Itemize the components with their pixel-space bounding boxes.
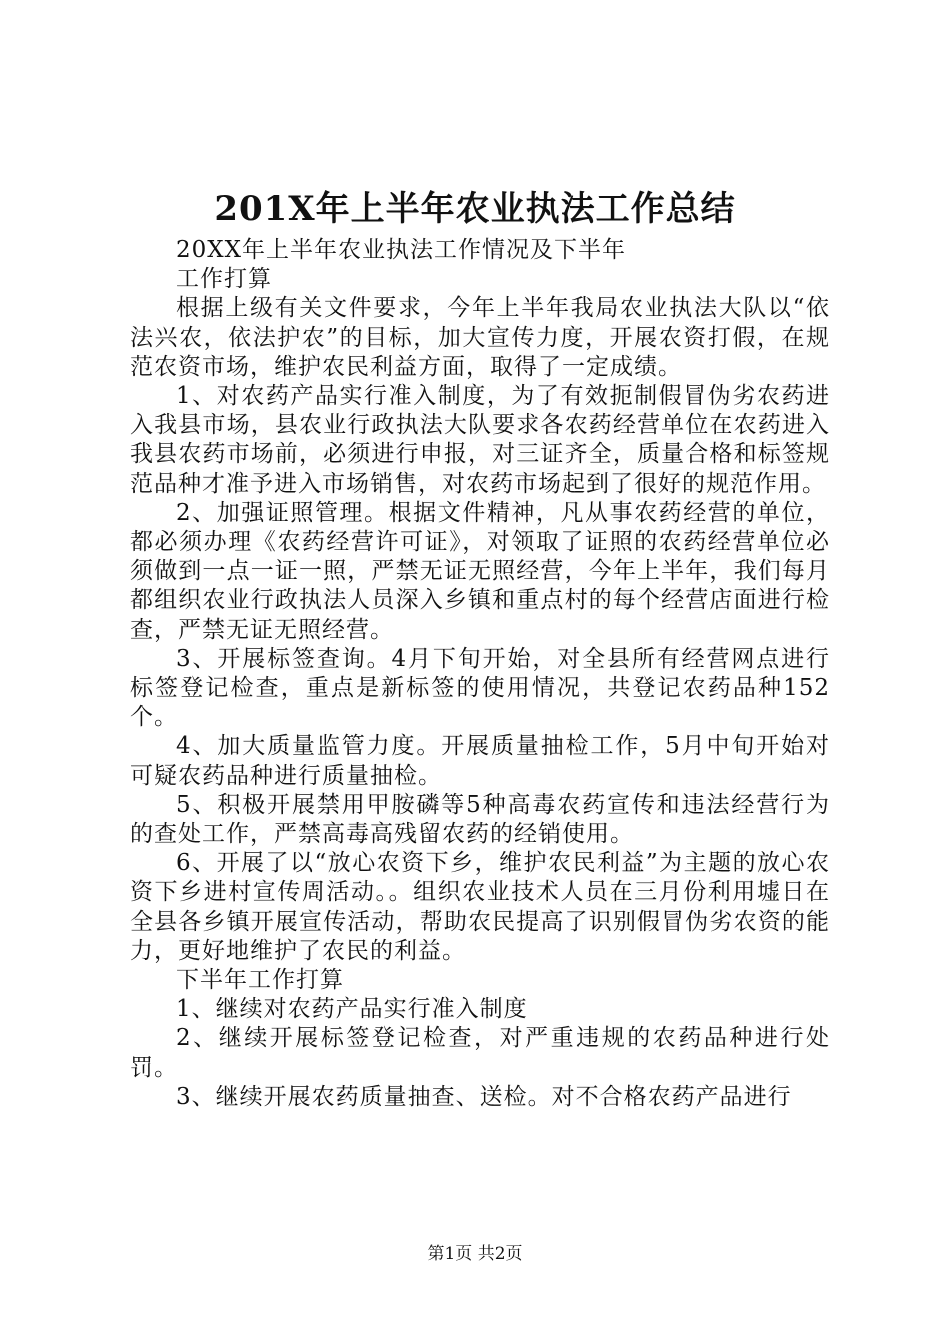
paragraph: 2、加强证照管理。根据文件精神，凡从事农药经营的单位，都必须办理《农药经营许可证》，对领取了证照的农药经营单位必须做到一点一证一照，严禁无证无照经营，今年上半年，我们每月都组织农业行政执法人员深入乡镇和重点村的每个经营店面进行检查，严禁无证无照经营。 [130,499,830,643]
paragraph: 3、开展标签查询。4月下旬开始，对全县所有经营网点进行标签登记检查，重点是新标签的使用情况，共登记农药品种152个。 [130,645,830,731]
paragraph: 6、开展了以“放心农资下乡，维护农民利益”为主题的放心农资下乡进村宣传周活动。。组织农业技术人员在三月份利用墟日在全县各乡镇开展宣传活动，帮助农民提高了识别假冒伪劣农资的能力，更好地维护了农民的利益。 [130,850,830,964]
paragraph: 5、积极开展禁用甲胺磷等5种高毒农药宣传和违法经营行为的查处工作，严禁高毒高残留农药的经销使用。 [130,791,830,848]
paragraph: 3、继续开展农药质量抽查、送检。对不合格农药产品进行 [176,1083,792,1110]
paragraph: 4、加大质量监管力度。开展质量抽检工作，5月中旬开始对可疑农药品种进行质量抽检。 [130,733,830,789]
paragraph: 根据上级有关文件要求，今年上半年我局农业执法大队以“依法兴农，依法护农”的目标，加大宣传力度，开展农资打假，在规范农资市场，维护农民利益方面，取得了一定成绩。 [130,295,830,380]
document-title: 201X年上半年农业执法工作总结 [214,189,736,229]
document-body [130,236,830,1112]
page-number-footer: 第1页 共2页 [427,1244,523,1264]
paragraph: 2、继续开展标签登记检查，对严重违规的农药品种进行处罚。 [130,1025,830,1081]
section-heading: 下半年工作打算 [176,967,344,994]
paragraph: 1、对农药产品实行准入制度，为了有效扼制假冒伪劣农药进入我县市场，县农业行政执法大队要求各农药经营单位在农药进入我县农药市场前，必须进行申报，对三证齐全，质量合格和标签规范品种才准予进入市场销售，对农药市场起到了很好的规范作用。 [130,383,830,497]
paragraph: 1、继续对农药产品实行准入制度 [176,996,528,1023]
paragraph: 20XX年上半年农业执法工作情况及下半年 [176,237,627,263]
paragraph: 工作打算 [176,266,272,293]
